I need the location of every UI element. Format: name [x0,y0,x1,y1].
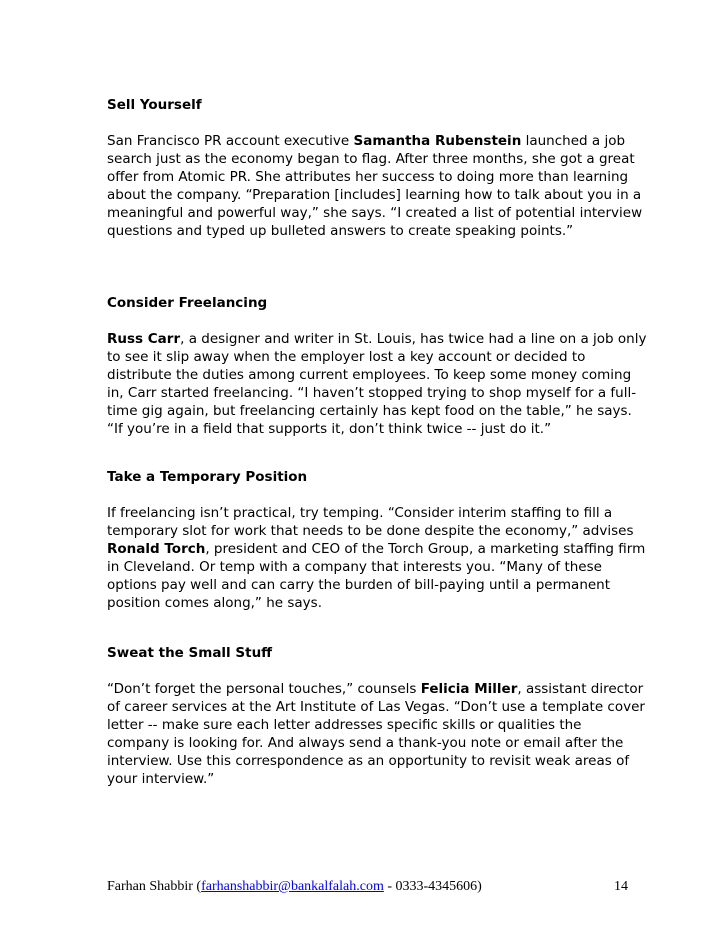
paragraph-text: , assistant director of career services at the Art Institute of Las Vegas. “Don’t use a template cover letter -- make sure each letter addresses specific skills or qualities the company is looking for. And always send a thank-you note or email after the interview. Use this correspondence as an opportunity to revisit weak areas of your interview.” [107,681,645,787]
section-paragraph [107,504,647,612]
page-number: 14 [614,879,628,894]
section-heading: Sell Yourself [107,97,202,113]
section-paragraph [107,132,647,240]
person-name: Russ Carr [107,331,181,347]
email-link[interactable]: farhanshabbir@bankalfalah.com [201,879,384,894]
footer-name: Farhan Shabbir ( [107,879,202,894]
section-heading: Take a Temporary Position [107,469,308,485]
section-take-a-temporary-position [107,468,647,612]
section-sell-yourself [107,96,647,240]
footer-author [107,878,482,896]
person-name: Felicia Miller [420,681,518,697]
section-paragraph [107,330,647,438]
section-consider-freelancing [107,294,647,438]
footer-phone: - 0333-4345606) [383,879,482,894]
section-heading: Consider Freelancing [107,295,268,311]
paragraph-text: If freelancing isn’t practical, try temping. “Consider interim staffing to fill a temporary slot for work that needs to be done despite the economy,” advises [107,505,634,539]
section-sweat-the-small-stuff [107,644,647,788]
section-paragraph [107,680,647,788]
section-heading: Sweat the Small Stuff [107,645,273,661]
paragraph-text: “Don’t forget the personal touches,” counsels [107,681,421,697]
paragraph-text: , president and CEO of the Torch Group, a marketing staffing firm in Cleveland. Or temp with a company that interests you. “Many of these options pay well and can carry the burden of bill-paying until a permanent position comes along,” he says. [107,541,646,611]
person-name: Samantha Rubenstein [353,133,522,149]
paragraph-text: , a designer and writer in St. Louis, has twice had a line on a job only to see it slip away when the employer lost a key account or decided to distribute the duties among current employees. To keep some money coming in, Carr started freelancing. “I haven’t stopped trying to shop myself for a full-time gig again, but freelancing certainly has kept food on the table,” he says. “If you’re in a field that supports it, don’t think twice -- just do it.” [107,331,647,437]
paragraph-text: San Francisco PR account executive [107,133,354,149]
person-name: Ronald Torch [107,541,206,557]
paragraph-text: launched a job search just as the economy began to flag. After three months, she got a great offer from Atomic PR. She attributes her success to doing more than learning about the company. “Preparation [includes] learning how to talk about you in a meaningful and powerful way,” she says. “I created a list of potential interview questions and typed up bulleted answers to create speaking points.” [107,133,643,239]
